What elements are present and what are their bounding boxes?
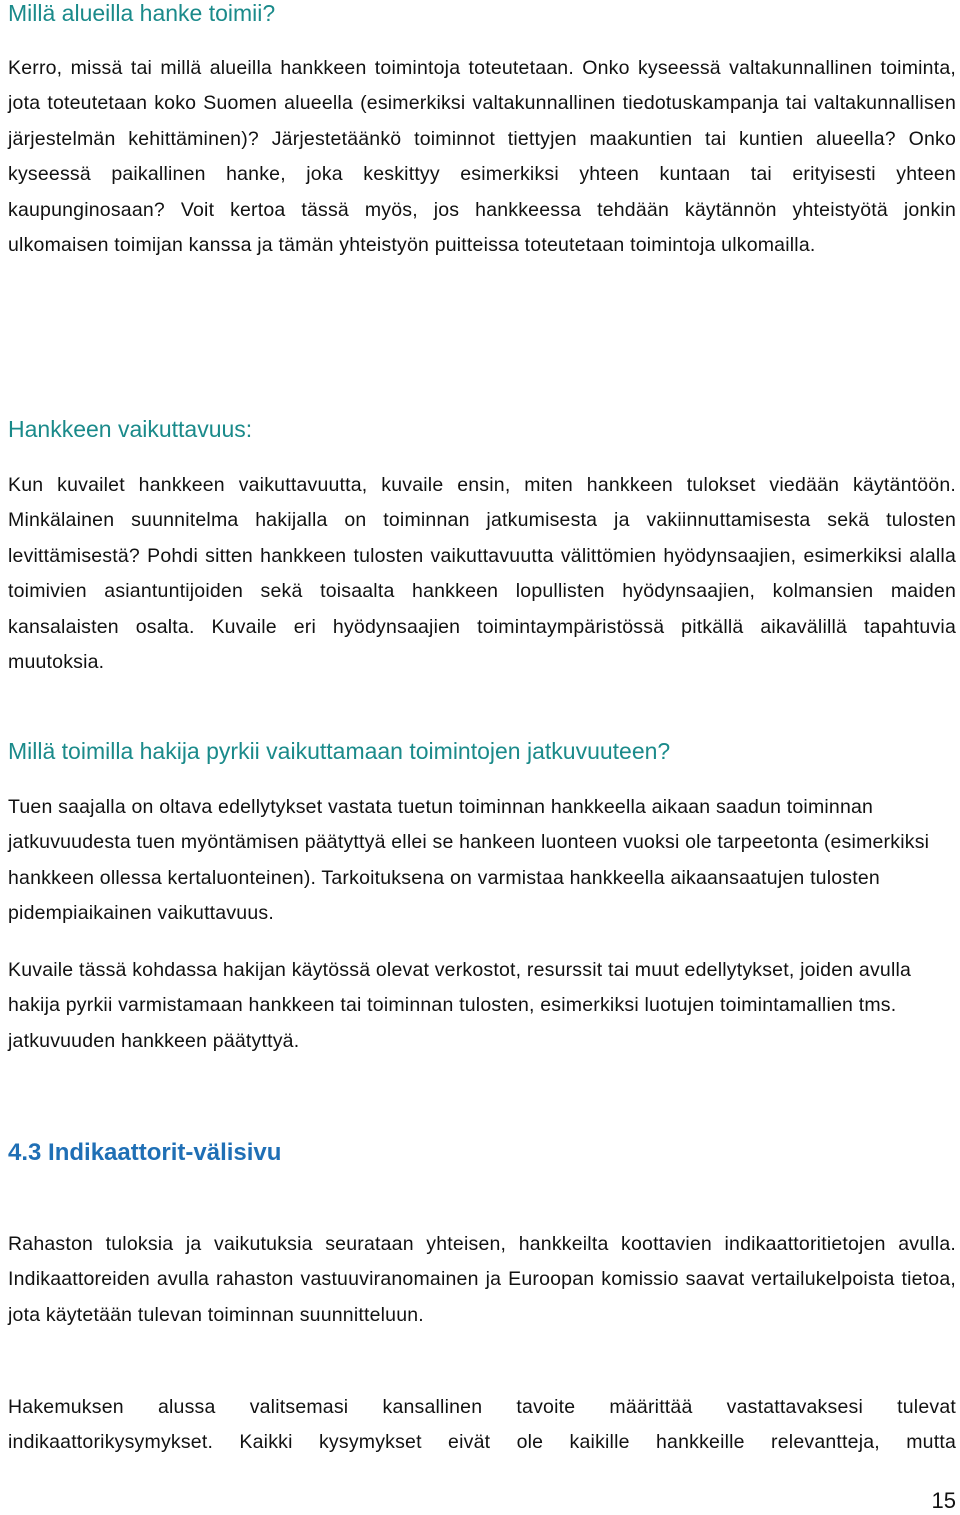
heading-areas: Millä alueilla hanke toimii? [8,0,276,26]
heading-continuity: Millä toimilla hakija pyrkii vaikuttamaan toimintojen jatkuvuuteen? [8,738,671,764]
paragraph-continuity-2: Kuvaile tässä kohdassa hakijan käytössä olevat verkostot, resurssit tai muut edellytykset, joiden avulla hakija pyrkii varmistamaan hankkeen tai toiminnan tulosten, esimerkiksi luotujen toimintamallien tms. jatkuvuuden hankkeen päätyttyä. [8,959,912,1052]
section-title: Indikaattorit-välisivu [48,1139,282,1166]
page-number: 15 [931,1488,956,1513]
section-number: 4.3 [8,1139,42,1166]
paragraph-continuity-1: Tuen saajalla on oltava edellytykset vastata tuetun toiminnan hankkeella aikaan saadun toiminnan jatkuvuudesta tuen myöntämisen päätyttyä ellei se hankeen luonteen vuoksi ole tarpeetonta (esimerkiksi hankkeen ollessa kertaluonteinen). Tarkoituksena on varmistaa hankkeella aikaansaatujen tulosten pidempiaikainen vaikuttavuus. [8,796,930,925]
paragraph-areas: Kerro, missä tai millä alueilla hankkeen toimintoja toteutetaan. Onko kyseessä valtakunnallinen toiminta, jota toteutetaan koko Suomen alueella (esimerkiksi valtakunnallinen tiedotuskampanja tai valtakunnallisen järjestelmän kehittäminen)? Järjestetäänkö toiminnot tiettyjen maakuntien tai kuntien alueella? Onko kyseessä paikallinen hanke, joka keskittyy esimerkiksi yhteen kuntaan tai erityisesti yhteen kaupunginosaan? Voit kertoa tässä myös, jos hankkeessa tehdään käytännön yhteistyötä jonkin ulkomaisen toimijan kanssa ja tämän yhteistyön puitteissa toteutetaan toimintoja ulkomailla. [8,57,956,257]
heading-indicators [8,1138,956,1168]
heading-impact: Hankkeen vaikuttavuus: [8,416,253,442]
paragraph-indicators-2: Hakemuksen alussa valitsemasi kansallinen tavoite määrittää vastattavaksesi tulevat indikaattorikysymykset. Kaikki kysymykset eivät ole kaikille hankkeille relevantteja, mutta [8,1396,956,1454]
paragraph-indicators-1: Rahaston tuloksia ja vaikutuksia seurataan yhteisen, hankkeilta koottavien indikaattoritietojen avulla. Indikaattoreiden avulla rahaston vastuuviranomainen ja Euroopan komissio saavat vertailukelpoista tietoa, jota käytetään tulevan toiminnan suunnitteluun. [8,1233,956,1326]
paragraph-impact: Kun kuvailet hankkeen vaikuttavuutta, kuvaile ensin, miten hankkeen tulokset viedään käytäntöön. Minkälainen suunnitelma hakijalla on toiminnan jatkumisesta ja vakiinnuttamisesta sekä tulosten levittämisestä? Pohdi sitten hankkeen tulosten vaikuttavuutta välittömien hyödynsaajien, esimerkiksi alalla toimivien asiantuntijoiden sekä toisaalta hankkeen lopullisten hyödynsaajien, kolmansien maiden kansalaisten osalta. Kuvaile eri hyödynsaajien toimintaympäristössä pitkällä aikavälillä tapahtuvia muutoksia. [8,474,956,674]
